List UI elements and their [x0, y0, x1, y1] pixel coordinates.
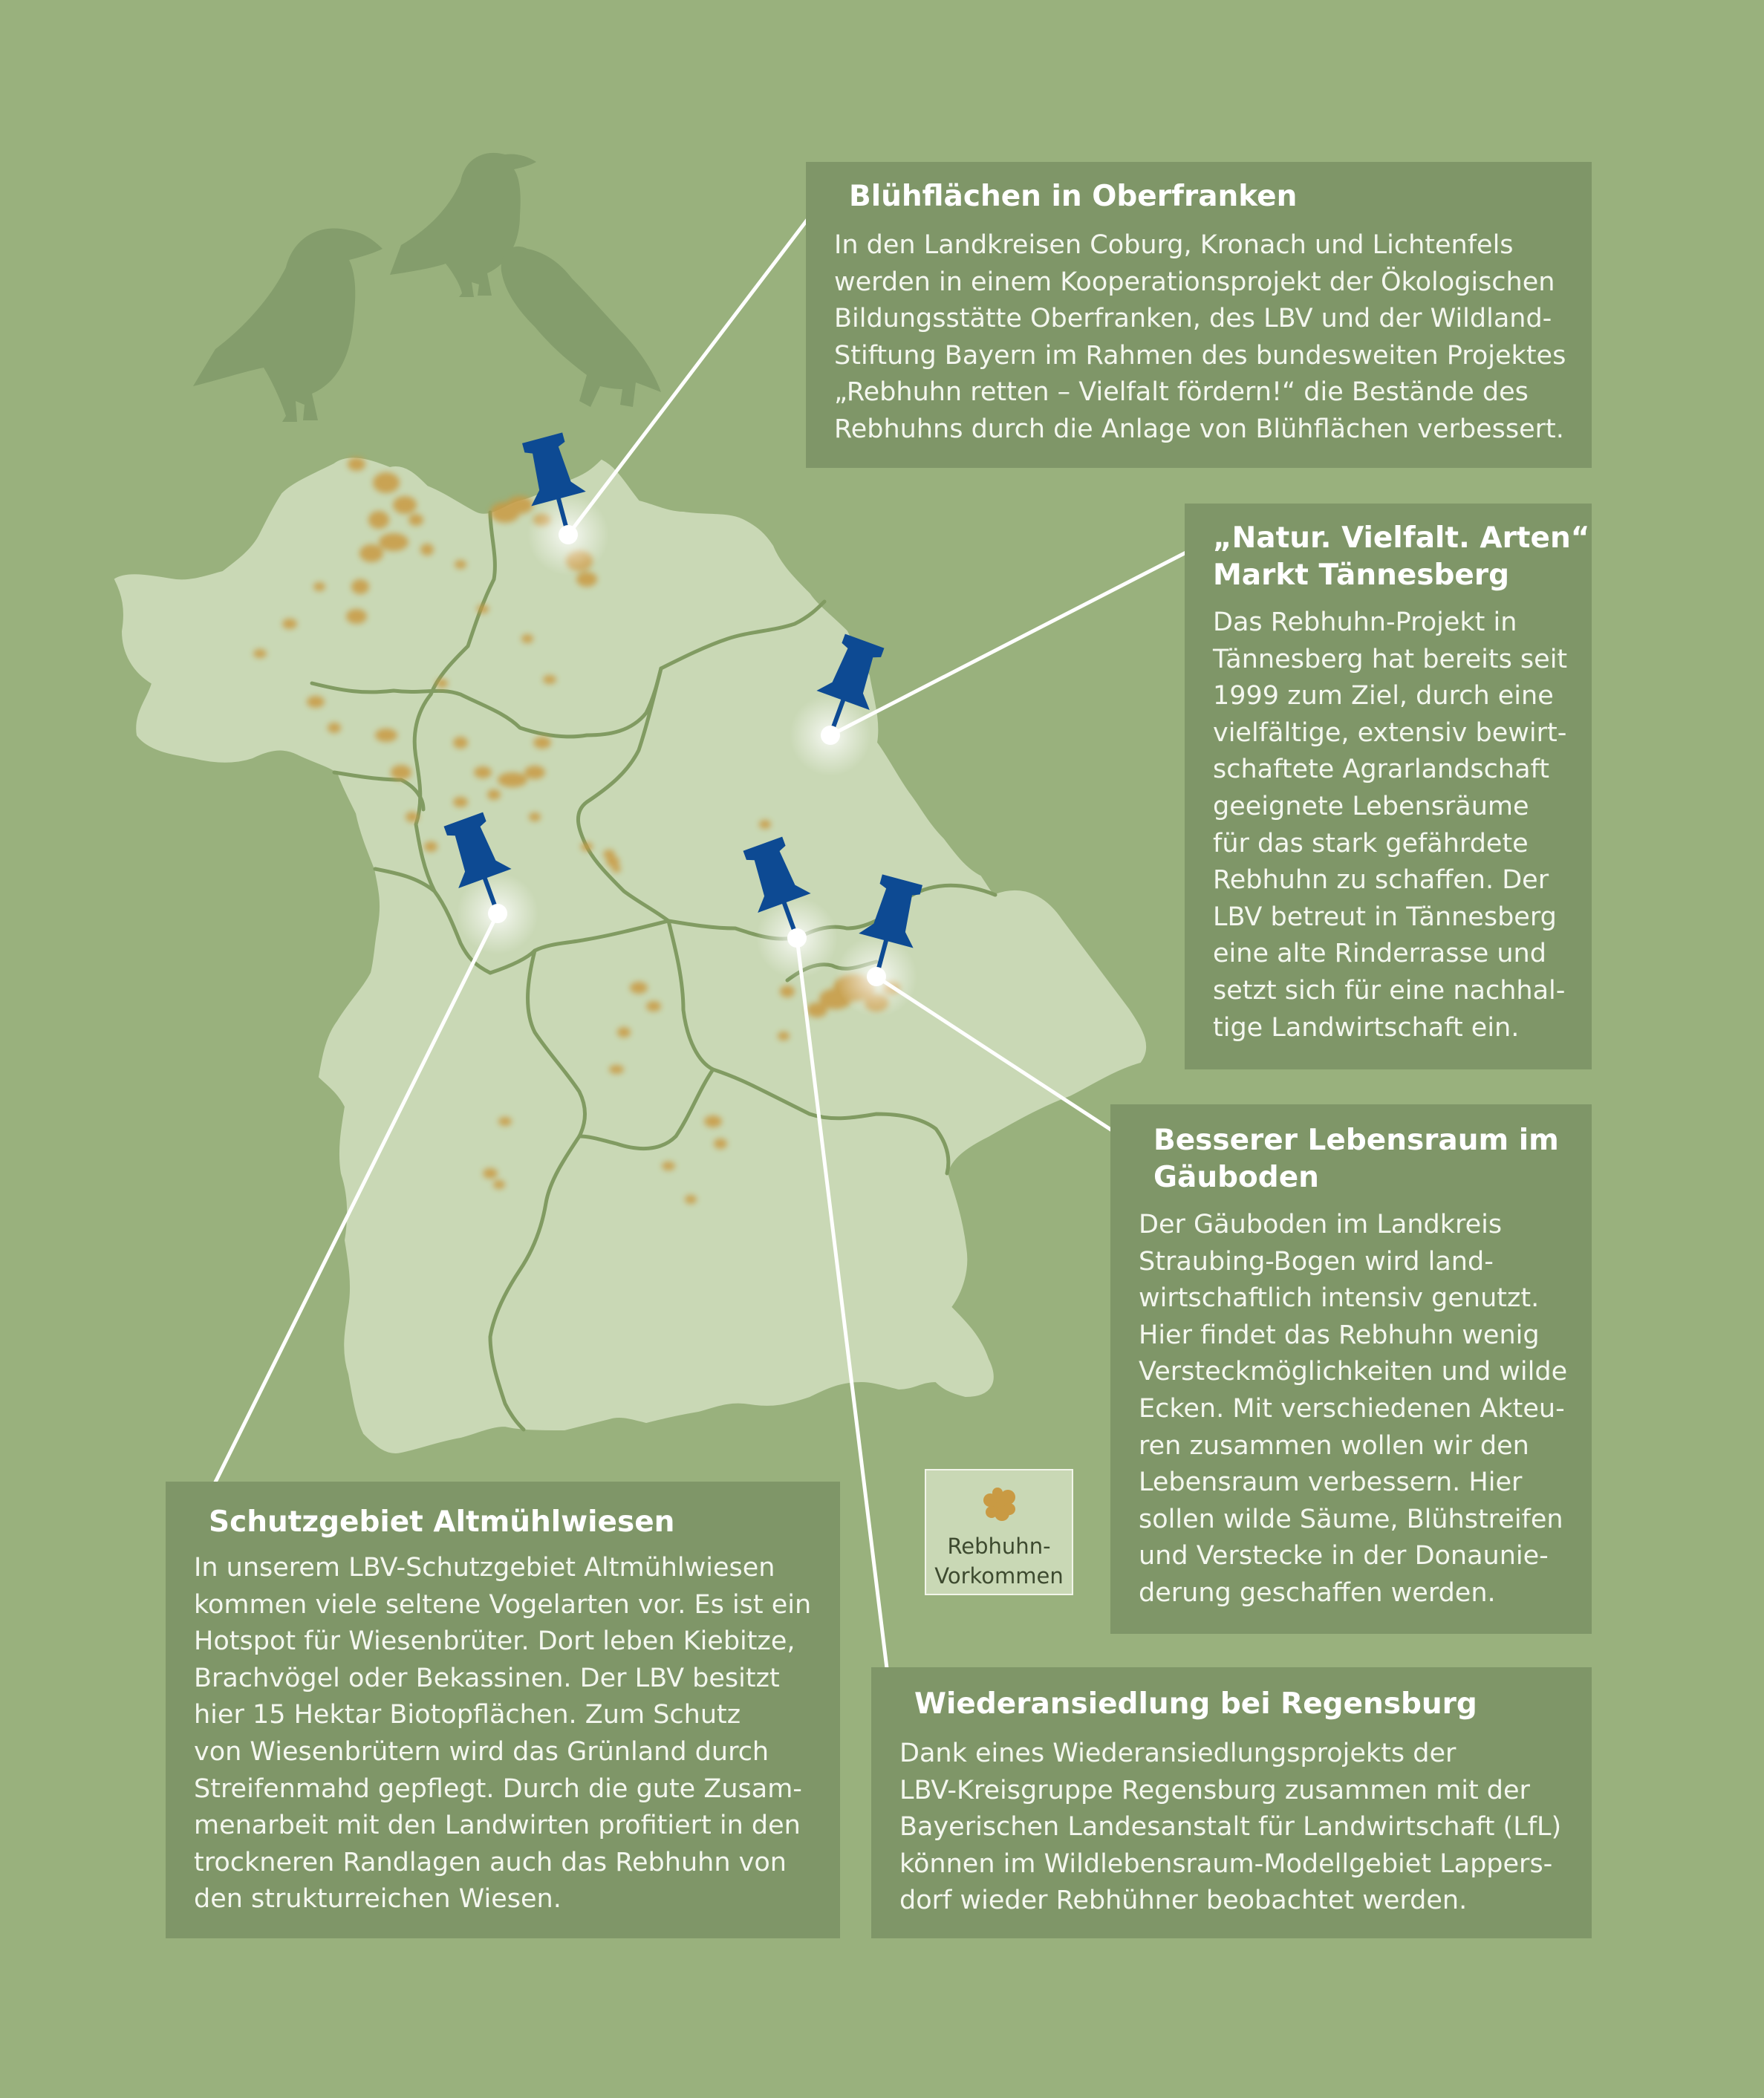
box-oberfranken: [806, 162, 1592, 468]
box-body: Dank eines Wiederansiedlungsprojekts der LBV-Kreisgruppe Regensburg zusammen mit der Bayerischen Landesanstalt für Landwirtschaft (LfL) können im Wildlebensraum-Modellgebiet Lappers- dorf wieder Rebhühner beobachtet werden.: [899, 1739, 1562, 1916]
box-title: Blühflächen in Oberfranken: [849, 180, 1298, 213]
box-body: Der Gäuboden im Landkreis Straubing-Bogen wird land- wirtschaftlich intensiv genutzt. Hier findet das Rebhuhn wenig Versteckmöglichkeiten und wilde Ecken. Mit verschiedenen Akteu- ren zusammen wollen wir den Lebensraum verbessern. Hier sollen wilde Säume, Blühstreifen und Verstecke in der Donaunie- derung geschaffen werden.: [1139, 1210, 1568, 1608]
legend-label: Rebhuhn- Vorkommen: [934, 1534, 1064, 1589]
box-regensburg: [871, 1667, 1592, 1938]
box-title: „Natur. Vielfalt. Arten“ Markt Tännesberg: [1213, 521, 1590, 592]
box-body: In den Landkreisen Coburg, Kronach und Lichtenfels werden in einem Kooperationsprojekt der Ökologischen Bildungsstätte Oberfranken, des LBV und der Wildland- Stiftung Bayern im Rahmen des bundesweiten Projektes „Rebhuhn retten – Vielfalt fördern!“ die Bestände des Rebhuhns durch die Anlage von Blühflächen verbessert.: [834, 230, 1566, 444]
partridge-icon: [501, 247, 661, 407]
box-taennesberg: [1185, 504, 1592, 1069]
partridge-silhouettes: [193, 153, 661, 422]
partridge-icon: [193, 228, 383, 422]
box-title: Besserer Lebensraum im Gäuboden: [1153, 1124, 1559, 1194]
box-altmuehlwiesen: [166, 1482, 840, 1938]
box-title: Schutzgebiet Altmühlwiesen: [209, 1505, 675, 1539]
legend: [925, 1469, 1073, 1595]
box-gaeuboden: [1110, 1104, 1592, 1634]
bavaria-shape: [115, 458, 1145, 1453]
occurrence-blob-icon: [926, 1475, 1072, 1534]
box-body: In unserem LBV-Schutzgebiet Altmühlwiesen kommen viele seltene Vogelarten vor. Es ist ein Hotspot für Wiesenbrüter. Dort leben Kiebitze, Brachvögel oder Bekassinen. Der LBV besitzt hier 15 Hektar Biotopflächen. Zum Schutz von Wiesenbrütern wird das Grünland durch Streifenmahd gepflegt. Durch die gute Zusam- menarbeit mit den Landwirten profitiert in den trockneren Randlagen auch das Rebhuhn von den strukturreichen Wiesen.: [194, 1553, 812, 1915]
box-body: Das Rebhuhn-Projekt in Tännesberg hat bereits seit 1999 zum Ziel, durch eine vielfältige, extensiv bewirt- schaftete Agrarlandschaft geeignete Lebensräume für das stark gefährdete Rebhuhn zu schaffen. Der LBV betreut in Tännesberg eine alte Rinderrasse und setzt sich für eine nachhal- tige Landwirtschaft ein.: [1213, 607, 1568, 1043]
box-title: Wiederansiedlung bei Regensburg: [914, 1687, 1477, 1721]
